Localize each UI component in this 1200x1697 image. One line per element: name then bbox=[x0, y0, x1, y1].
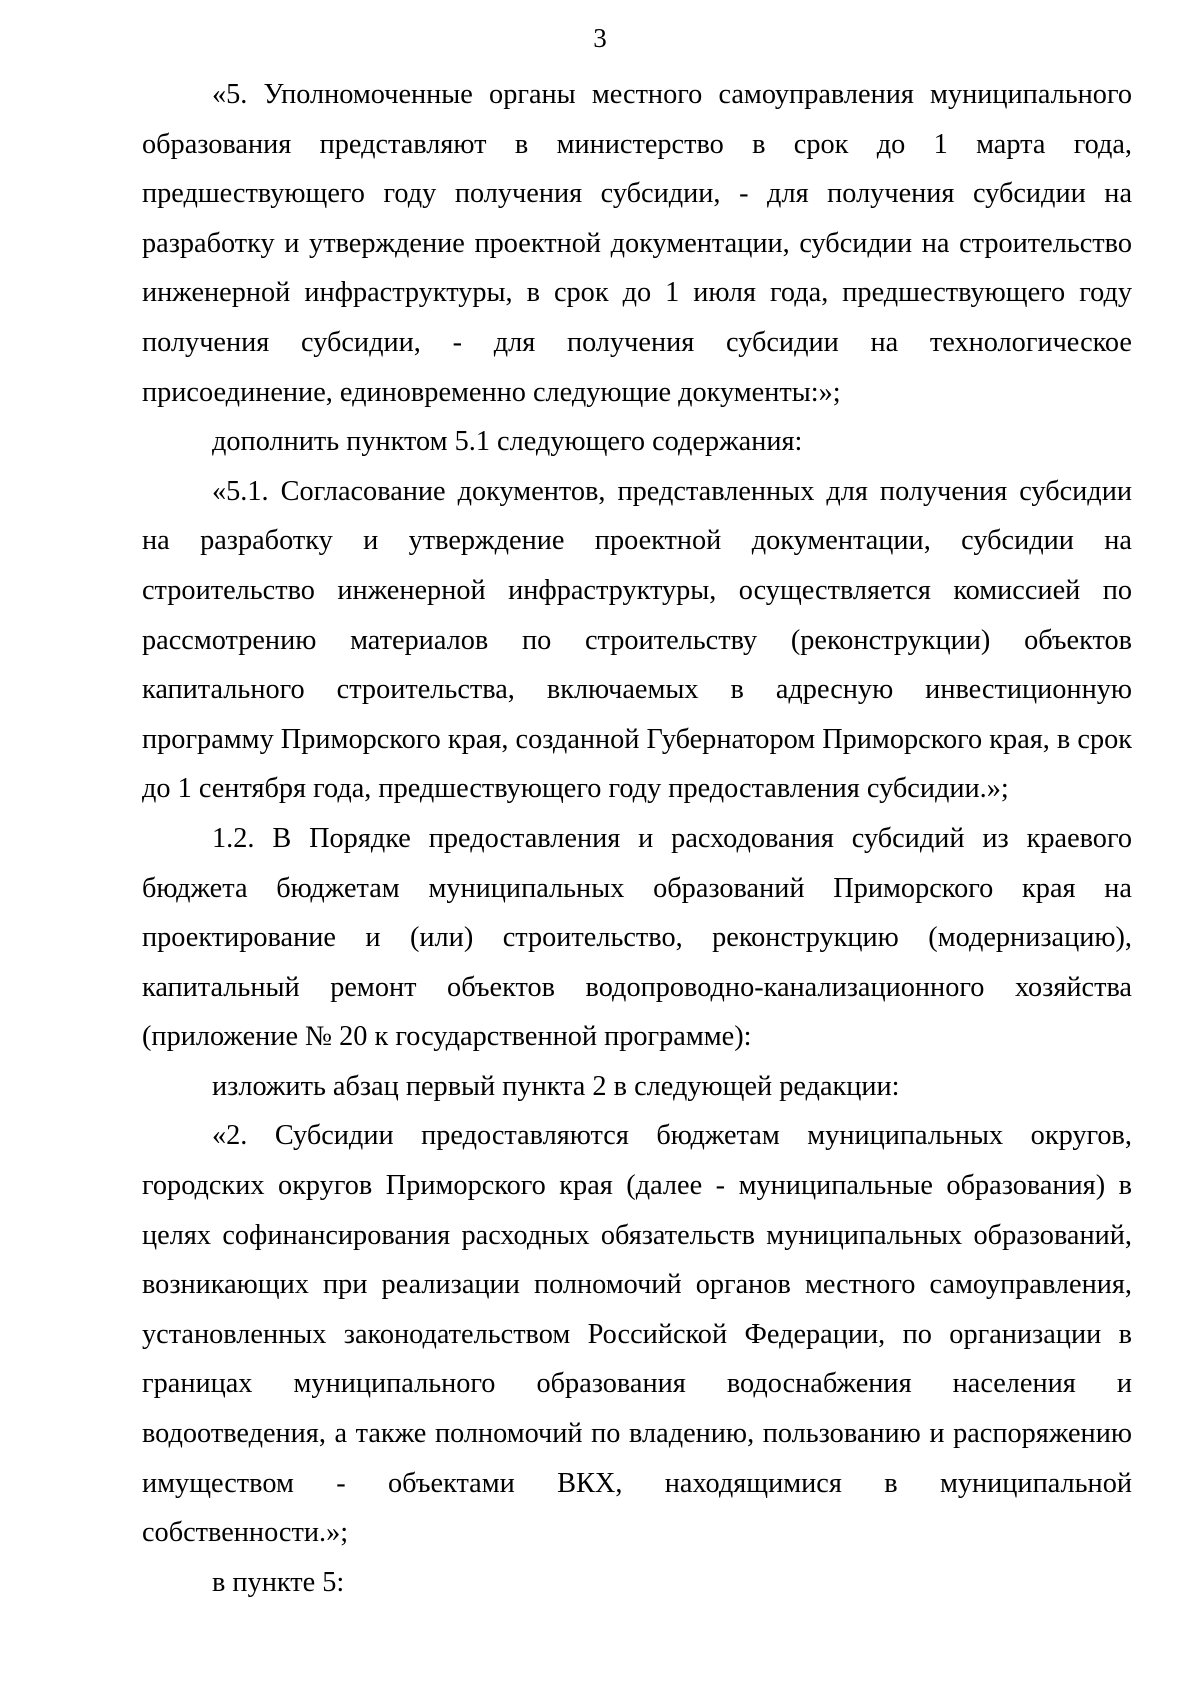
paragraph-amend-clause-2: изложить абзац первый пункта 2 в следующей редакции: bbox=[212, 1070, 900, 1102]
paragraph-clause-5: «5. Уполномоченные органы местного самоуправления муниципального образования представляют в министерство в срок до 1 марта года, предшествующего году получения субсидии, - для получения субсидии на разработку и утверждение проектной документации, субсидии на строительство инженерной инфраструктуры, в срок до 1 июля года, предшествующего году получения субсидии, - для получения субсидии на технологическое присоединение, единовременно следующие документы:»; bbox=[142, 79, 1132, 408]
paragraph-in-clause-5: в пункте 5: bbox=[212, 1566, 345, 1598]
document-body bbox=[142, 70, 1132, 1607]
paragraph-clause-2: «2. Субсидии предоставляются бюджетам муниципальных округов, городских округов Приморского края (далее - муниципальные образования) в целях софинансирования расходных обязательств муниципальных образований, возникающих при реализации полномочий органов местного самоуправления, установленных законодательством Российской Федерации, по организации в границах муниципального образования водоснабжения населения и водоотведения, а также полномочий по владению, пользованию и распоряжению имуществом - объектами ВКХ, находящимися в муниципальной собственности.»; bbox=[142, 1120, 1132, 1549]
paragraph-clause-5-1: «5.1. Согласование документов, представленных для получения субсидии на разработку и утверждение проектной документации, субсидии на строительство инженерной инфраструктуры, осуществляется комиссией по рассмотрению материалов по строительству (реконструкции) объектов капитального строительства, включаемых в адресную инвестиционную программу Приморского края, созданной Губернатором Приморского края, в срок до 1 сентября года, предшествующего году предоставления субсидии.»; bbox=[142, 475, 1132, 805]
paragraph-add-clause-5-1: дополнить пунктом 5.1 следующего содержания: bbox=[212, 426, 803, 458]
page-number: 3 bbox=[593, 23, 607, 53]
paragraph-section-1-2: 1.2. В Порядке предоставления и расходования субсидий из краевого бюджета бюджетам муниципальных образований Приморского края на проектирование и (или) строительство, реконструкцию (модернизацию), капитальный ремонт объектов водопроводно-канализационного хозяйства (приложение № 20 к государственной программе): bbox=[142, 822, 1132, 1053]
